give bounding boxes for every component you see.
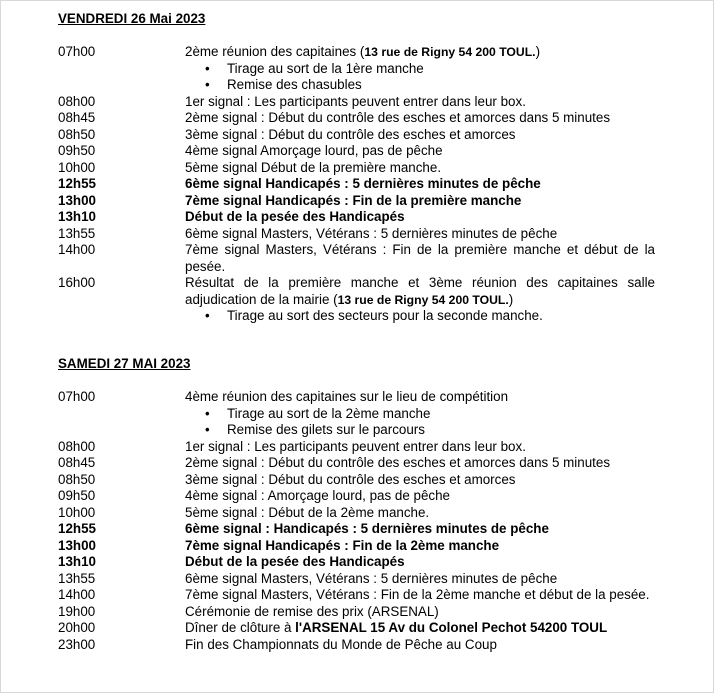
- description-main-text: 4ème réunion des capitaines sur le lieu de compétition: [185, 389, 509, 404]
- bullet-list: [185, 308, 655, 325]
- description-text: [185, 604, 655, 621]
- schedule-time: 19h00: [58, 603, 96, 619]
- schedule-list: [58, 44, 658, 325]
- schedule-row: [58, 143, 658, 160]
- schedule-list: [58, 389, 658, 653]
- schedule-row: [58, 604, 658, 621]
- schedule-description: [185, 439, 655, 456]
- description-main-text: 7ème signal Masters, Vétérans : Fin de la 2ème manche et début de la pesée.: [185, 587, 650, 602]
- schedule-description: [185, 176, 655, 193]
- schedule-row: [58, 160, 658, 177]
- description-text: [185, 488, 655, 505]
- bullet-list: [185, 61, 655, 94]
- schedule-row: [58, 637, 658, 654]
- schedule-description: [185, 160, 655, 177]
- schedule-time: 09h50: [58, 488, 96, 503]
- bullet-text: Remise des gilets sur le parcours: [227, 422, 425, 437]
- description-text: [185, 242, 655, 275]
- description-text: [185, 44, 655, 61]
- schedule-description: [185, 472, 655, 489]
- bullet-text: Tirage au sort des secteurs pour la seconde manche.: [227, 308, 543, 323]
- description-main-text: 5ème signal Début de la première manche.: [185, 159, 442, 175]
- description-main-text: 4ème signal Amorçage lourd, pas de pêche: [185, 143, 443, 158]
- section-heading: VENDREDI 26 Mai 2023: [58, 11, 206, 26]
- schedule-row: [58, 521, 658, 538]
- bullet-icon: •: [205, 422, 210, 437]
- description-main-text: Fin des Championnats du Monde de Pêche au Coup: [185, 636, 497, 652]
- description-text: [185, 209, 655, 226]
- description-text: [185, 389, 655, 406]
- schedule-row: [58, 44, 658, 94]
- schedule-description: [185, 455, 655, 472]
- description-main-text: Début de la pesée des Handicapés: [185, 554, 405, 569]
- schedule-description: [185, 275, 655, 325]
- description-text: [185, 176, 655, 193]
- description-main-text: Dîner de clôture à: [185, 620, 296, 635]
- bullet-text: Remise des chasubles: [227, 77, 362, 92]
- schedule-time: 23h00: [58, 636, 96, 652]
- schedule-description: [185, 127, 655, 144]
- schedule-row: [58, 488, 658, 505]
- description-text: [185, 637, 655, 654]
- description-text: [185, 193, 655, 210]
- schedule-row: [58, 620, 658, 637]
- description-text: [185, 110, 655, 127]
- description-main-text: 2ème signal : Début du contrôle des esches et amorces dans 5 minutes: [185, 110, 611, 125]
- schedule-time: 10h00: [58, 159, 96, 175]
- schedule-time: 13h00: [58, 537, 96, 553]
- schedule-description: [185, 94, 655, 111]
- description-main-text: Résultat de la première manche et 3ème réunion des capitaines salle adjudication de la mairie (: [185, 275, 655, 307]
- schedule-description: [185, 571, 655, 588]
- schedule-row: [58, 538, 658, 555]
- description-text: [185, 143, 655, 160]
- schedule-description: [185, 389, 655, 439]
- schedule-time: 13h55: [58, 570, 96, 586]
- description-text: [185, 160, 655, 177]
- description-text: [185, 521, 655, 538]
- description-text: [185, 94, 655, 111]
- schedule-row: [58, 209, 658, 226]
- schedule-section-saturday: [58, 356, 658, 653]
- description-main-text: 3ème signal : Début du contrôle des esches et amorces: [185, 471, 516, 487]
- description-main-text: 6ème signal Masters, Vétérans : 5 dernières minutes de pêche: [185, 570, 558, 586]
- description-text: [185, 455, 655, 472]
- description-text: [185, 472, 655, 489]
- schedule-time: 12h55: [58, 521, 96, 536]
- schedule-description: [185, 226, 655, 243]
- bullet-item: [185, 406, 655, 423]
- schedule-row: [58, 275, 658, 325]
- bullet-icon: •: [205, 308, 210, 323]
- schedule-time: 14h00: [58, 587, 96, 602]
- bullet-item: [185, 308, 655, 325]
- schedule-description: [185, 637, 655, 654]
- description-text: [185, 127, 655, 144]
- schedule-description: [185, 143, 655, 160]
- schedule-time: 07h00: [58, 44, 96, 59]
- schedule-time: 10h00: [58, 504, 96, 520]
- bullet-list: [185, 406, 655, 439]
- description-closing: ): [508, 291, 514, 307]
- meeting-address: 13 rue de Rigny 54 200 TOUL.: [364, 45, 536, 59]
- schedule-description: [185, 538, 655, 555]
- bullet-text: Tirage au sort de la 1ère manche: [227, 60, 424, 76]
- schedule-row: [58, 554, 658, 571]
- description-main-text: 2ème signal : Début du contrôle des esches et amorces dans 5 minutes: [185, 455, 611, 470]
- schedule-row: [58, 472, 658, 489]
- schedule-description: [185, 193, 655, 210]
- schedule-section-friday: [58, 11, 658, 325]
- schedule-row: [58, 587, 658, 604]
- schedule-time: 08h50: [58, 471, 96, 487]
- schedule-row: [58, 176, 658, 193]
- schedule-time: 09h50: [58, 143, 96, 158]
- bullet-text: Tirage au sort de la 2ème manche: [227, 405, 431, 421]
- description-main-text: 7ème signal Handicapés : Fin de la 2ème manche: [185, 537, 500, 553]
- bullet-item: [185, 61, 655, 78]
- bullet-item: [185, 422, 655, 439]
- bullet-icon: •: [205, 405, 210, 421]
- schedule-description: [185, 554, 655, 571]
- schedule-description: [185, 488, 655, 505]
- venue-address: l'ARSENAL 15 Av du Colonel Pechot 54200 TOUL: [295, 620, 608, 635]
- description-main-text: 6ème signal Handicapés : 5 dernières minutes de pêche: [185, 176, 541, 191]
- description-main-text: 5ème signal : Début de la 2ème manche.: [185, 504, 430, 520]
- schedule-time: 14h00: [58, 242, 96, 257]
- schedule-row: [58, 94, 658, 111]
- bullet-icon: •: [205, 77, 210, 92]
- schedule-time: 13h55: [58, 225, 96, 241]
- schedule-description: [185, 505, 655, 522]
- description-text: [185, 505, 655, 522]
- schedule-description: [185, 242, 655, 275]
- schedule-description: [185, 521, 655, 538]
- description-main-text: 7ème signal Masters, Vétérans : Fin de la première manche et début de la pesée.: [185, 242, 655, 274]
- schedule-time: 12h55: [58, 176, 96, 191]
- schedule-description: [185, 110, 655, 127]
- description-closing: ): [535, 44, 541, 59]
- schedule-row: [58, 455, 658, 472]
- section-heading: SAMEDI 27 MAI 2023: [58, 356, 191, 371]
- schedule-description: [185, 620, 655, 637]
- description-text: [185, 275, 655, 308]
- schedule-description: [185, 44, 655, 94]
- schedule-row: [58, 505, 658, 522]
- schedule-time: 16h00: [58, 275, 96, 290]
- meeting-address: 13 rue de Rigny 54 200 TOUL.: [337, 292, 509, 307]
- schedule-row: [58, 193, 658, 210]
- schedule-row: [58, 127, 658, 144]
- description-main-text: 4ème signal : Amorçage lourd, pas de pêche: [185, 488, 451, 503]
- schedule-row: [58, 242, 658, 275]
- schedule-description: [185, 209, 655, 226]
- schedule-time: 08h00: [58, 438, 96, 454]
- schedule-time: 13h10: [58, 554, 96, 569]
- schedule-time: 08h45: [58, 110, 96, 125]
- description-main-text: 7ème signal Handicapés : Fin de la première manche: [185, 192, 522, 208]
- description-main-text: 1er signal : Les participants peuvent entrer dans leur box.: [185, 438, 526, 454]
- schedule-row: [58, 571, 658, 588]
- schedule-description: [185, 604, 655, 621]
- description-main-text: 2ème réunion des capitaines (: [185, 44, 365, 59]
- schedule-row: [58, 110, 658, 127]
- description-main-text: 1er signal : Les participants peuvent entrer dans leur box.: [185, 93, 526, 109]
- page-border-left: [0, 0, 1, 693]
- schedule-time: 08h45: [58, 455, 96, 470]
- description-text: [185, 554, 655, 571]
- description-text: [185, 571, 655, 588]
- schedule-row: [58, 389, 658, 439]
- schedule-row: [58, 226, 658, 243]
- schedule-description: [185, 587, 655, 604]
- description-main-text: 6ème signal : Handicapés : 5 dernières minutes de pêche: [185, 521, 549, 536]
- page-border-top: [0, 0, 714, 1]
- bullet-item: [185, 77, 655, 94]
- description-main-text: Début de la pesée des Handicapés: [185, 209, 405, 224]
- bullet-icon: •: [205, 60, 210, 76]
- description-text: [185, 587, 655, 604]
- schedule-time: 13h10: [58, 209, 96, 224]
- schedule-time: 08h50: [58, 126, 96, 142]
- schedule-time: 13h00: [58, 192, 96, 208]
- description-main-text: 3ème signal : Début du contrôle des esches et amorces: [185, 126, 516, 142]
- description-main-text: 6ème signal Masters, Vétérans : 5 dernières minutes de pêche: [185, 225, 558, 241]
- description-text: [185, 439, 655, 456]
- description-text: [185, 226, 655, 243]
- description-main-text: Cérémonie de remise des prix (ARSENAL): [185, 603, 439, 619]
- schedule-time: 07h00: [58, 389, 96, 404]
- schedule-time: 08h00: [58, 93, 96, 109]
- schedule-row: [58, 439, 658, 456]
- description-text: [185, 620, 655, 637]
- schedule-time: 20h00: [58, 620, 96, 635]
- description-text: [185, 538, 655, 555]
